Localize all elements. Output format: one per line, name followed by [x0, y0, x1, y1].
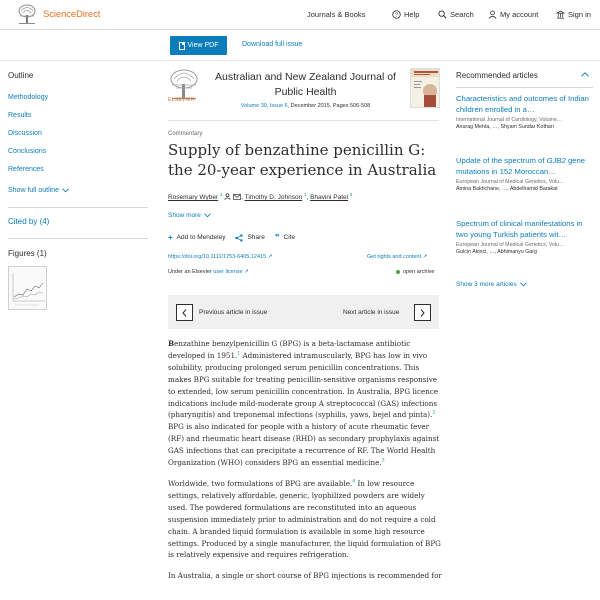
elsevier-wordmark: ELSEVIER: [168, 97, 195, 103]
recommended-article-authors: Gulcin Akinci, …, Abhimanyu Garg: [456, 249, 537, 255]
action-bar: [0, 31, 600, 61]
rights-content-link[interactable]: [367, 254, 427, 260]
user-icon: [488, 10, 497, 19]
collapse-recommended-button[interactable]: [581, 70, 589, 79]
author-affiliation-ref[interactable]: 2: [349, 192, 353, 197]
author-list: Rosemary Wyber $^1$ , Timothy D. Johnson $^1$, Bhavini Patel $^2$: [168, 192, 353, 202]
outline-item-methodology[interactable]: Methodology: [8, 94, 49, 101]
share-button[interactable]: [235, 233, 264, 242]
search-link[interactable]: [438, 10, 474, 19]
recommended-article-title-link[interactable]: [456, 155, 593, 177]
view-pdf-label: View PDF: [187, 42, 219, 49]
show-more-button[interactable]: [168, 212, 211, 219]
recommended-article-journal: European Journal of Medical Genetics, Volu…: [456, 242, 565, 248]
my-account-link[interactable]: [488, 10, 538, 19]
mendeley-label: Add to Mendeley: [176, 234, 226, 241]
previous-article-button[interactable]: [176, 304, 193, 321]
article-body: [168, 338, 443, 591]
recommended-article: [456, 93, 593, 130]
help-icon: [392, 10, 401, 19]
journal-header-divider: [168, 120, 439, 121]
journals-books-link[interactable]: [307, 10, 365, 19]
top-header: [0, 0, 600, 30]
body-text-run: Administered intramuscularly, BPG has low in vivo solubility, producing prolonged serum penicillin concentrations. This makes BPG suitable for treating penicillin-sensitive organisms responsive to extended, low serum penicillin concentration. In Australia, BPG licence indications include mild-moderate group A streptococcal (GAS) infections (pharyngitis) and treponemal infections (syphilis, yaws, bejel and pinta).: [168, 350, 439, 420]
doi-link[interactable]: [168, 254, 272, 260]
outline-item-results[interactable]: Results: [8, 112, 32, 119]
figure-thumbnail[interactable]: [8, 266, 47, 310]
person-icon[interactable]: [224, 193, 231, 200]
article-type: Commentary: [168, 131, 203, 137]
my-account-label: My account: [500, 10, 539, 19]
previous-article-link[interactable]: Previous article in issue: [199, 309, 268, 316]
gene-name: GJB2: [546, 156, 566, 165]
chevron-down-icon: [62, 188, 69, 193]
figures-heading: Figures (1): [8, 249, 47, 258]
body-text-run: In Australia, a single or short course of BPG injections is recommended for: [168, 571, 442, 581]
help-link[interactable]: [392, 10, 419, 19]
author-link[interactable]: Timothy D. Johnson: [244, 194, 303, 202]
elsevier-tree-logo-icon[interactable]: [17, 4, 37, 25]
show-full-outline-label: Show full outline: [8, 187, 59, 194]
sign-in-link[interactable]: [556, 10, 591, 19]
citation-ref[interactable]: 4: [352, 479, 356, 485]
show-more-articles-label: Show 3 more articles: [456, 281, 517, 288]
body-text-run: enzathine benzylpenicillin G (BPG) is a beta-lactamase antibiotic developed in 1951.: [168, 339, 411, 360]
journal-volume-info: [203, 103, 408, 109]
outline-heading: Outline: [8, 71, 34, 80]
external-link-icon: ↗: [244, 269, 249, 275]
search-label: Search: [450, 10, 474, 19]
drop-cap: B: [168, 339, 175, 348]
external-link-icon: ↗: [267, 254, 273, 260]
show-full-outline-button[interactable]: [8, 187, 69, 194]
author-link[interactable]: Bhavini Patel: [310, 194, 349, 202]
article-pager: [168, 295, 439, 329]
title-part: gene mutations in 152 Moroccan…: [456, 156, 586, 176]
share-icon: [235, 234, 243, 242]
journal-cover-art-icon: [411, 69, 440, 108]
outline-list: [8, 93, 48, 183]
citation-ref[interactable]: 1: [237, 351, 241, 357]
email-icon[interactable]: [233, 194, 241, 200]
recommended-article-title-link[interactable]: Characteristics and outcomes of Indian children enrolled in a…: [456, 94, 589, 114]
journal-cover-image[interactable]: [410, 68, 440, 108]
sidebar-divider: [8, 207, 148, 208]
recommended-article-journal: European Journal of Medical Genetics, Volu…: [456, 179, 565, 185]
outline-item-conclusions[interactable]: Conclusions: [8, 148, 47, 155]
journals-books-label: Journals & Books: [307, 10, 366, 19]
svg-text:?: ?: [395, 12, 398, 19]
add-to-mendeley-button[interactable]: [168, 233, 225, 242]
download-full-issue-link[interactable]: Download full issue: [242, 41, 303, 48]
cite-button[interactable]: [275, 233, 295, 242]
chevron-up-icon: [581, 72, 589, 77]
quote-icon: ❞: [274, 233, 280, 242]
plus-icon: +: [168, 233, 173, 242]
body-paragraph: [168, 570, 443, 582]
chevron-down-icon: [204, 213, 211, 218]
author-affiliation-ref[interactable]: 1: [219, 192, 223, 197]
recommended-article-authors: Amina Bakhchane, …, Abdelhamid Barakat: [456, 186, 558, 192]
sign-in-label: Sign in: [568, 10, 591, 19]
pdf-icon: [179, 42, 185, 50]
cited-by-link[interactable]: Cited by (4): [8, 217, 50, 226]
recommended-article-authors: Anurag Mehta, …, Shyam Sundar Kothari: [456, 124, 554, 130]
doi-text: https://doi.org/10.1111/1753-6405.12415: [168, 254, 267, 260]
next-article-button[interactable]: [414, 304, 431, 321]
recommended-article-title-link[interactable]: Spectrum of clinical manifestations in two young Turkish patients wit…: [456, 219, 583, 239]
view-pdf-button[interactable]: [170, 36, 227, 55]
body-paragraph: [168, 478, 443, 561]
citation-ref[interactable]: 3: [381, 458, 385, 464]
open-archive-label: open archive: [403, 269, 435, 275]
external-link-icon: ↗: [422, 254, 428, 260]
chevron-down-icon: [520, 282, 527, 287]
recommended-articles-heading: Recommended articles: [456, 71, 538, 80]
article-tools: [168, 233, 295, 242]
article-title: Supply of benzathine penicillin G: the 20-year experience in Australia: [168, 141, 437, 179]
recommended-article: [456, 155, 593, 192]
share-label: Share: [247, 234, 265, 241]
journal-title-link[interactable]: Australian and New Zealand Journal of Public Health: [215, 71, 396, 98]
chevron-left-icon: [182, 309, 187, 317]
sciencedirect-logo[interactable]: ScienceDirect: [43, 9, 101, 20]
date-pages: , December 2015, Pages 506-508: [287, 103, 371, 109]
recommended-article-journal: International Journal of Cardiology, Volume…: [456, 117, 563, 123]
author-link[interactable]: Rosemary Wyber: [168, 194, 219, 202]
rights-text: Get rights and content: [367, 254, 422, 260]
cite-label: Cite: [283, 234, 296, 241]
body-text-run: BPG is also indicated for people with a history of acute rheumatic fever (RF) and rheumatic heart disease (RHD) as secondary prophylaxis against GAS infections that can precipitate a recurrence of RF. The World Health Organization (WHO) considers BPG an essential medicine.: [168, 422, 440, 468]
open-archive-badge: [396, 269, 435, 275]
show-more-label: Show more: [168, 212, 201, 219]
author-affiliation-ref[interactable]: 1: [303, 192, 307, 197]
sidebar-divider: [8, 238, 148, 239]
recommended-divider: [456, 87, 593, 88]
help-label: Help: [404, 10, 420, 19]
license-info: [168, 269, 249, 275]
body-text-run: Worldwide, two formulations of BPG are available.: [168, 478, 353, 488]
recommended-article: [456, 218, 593, 255]
figure-chart-icon: [9, 267, 47, 310]
body-text-run: In low resource settings, relatively affordable, generic, lyophilized powders are widely used. The powdered formulations are reconstituted into an aqueous suspension immediately prior to administration and do not require a cold chain. A branded liquid formulation is available in some high resource settings. Produced by a single manufacturer, the liquid formulation of BPG is relatively expensive and requires refrigeration.: [168, 478, 441, 560]
search-icon: [438, 10, 447, 19]
next-article-link[interactable]: Next article in issue: [343, 309, 400, 316]
open-archive-dot-icon: [396, 270, 400, 274]
show-more-articles-button[interactable]: [456, 281, 527, 288]
outline-item-references[interactable]: References: [8, 166, 44, 173]
institution-icon: [556, 10, 565, 19]
outline-item-discussion[interactable]: Discussion: [8, 130, 42, 137]
citation-ref[interactable]: 2: [432, 411, 436, 417]
title-part: Update of the spectrum of: [456, 156, 547, 165]
body-paragraph: [168, 338, 443, 469]
user-license-link[interactable]: user license: [213, 269, 243, 275]
license-prefix: Under an Elsevier: [168, 269, 214, 275]
volume-issue-link[interactable]: Volume 39, Issue 6: [240, 103, 288, 109]
chevron-right-icon: [420, 309, 425, 317]
